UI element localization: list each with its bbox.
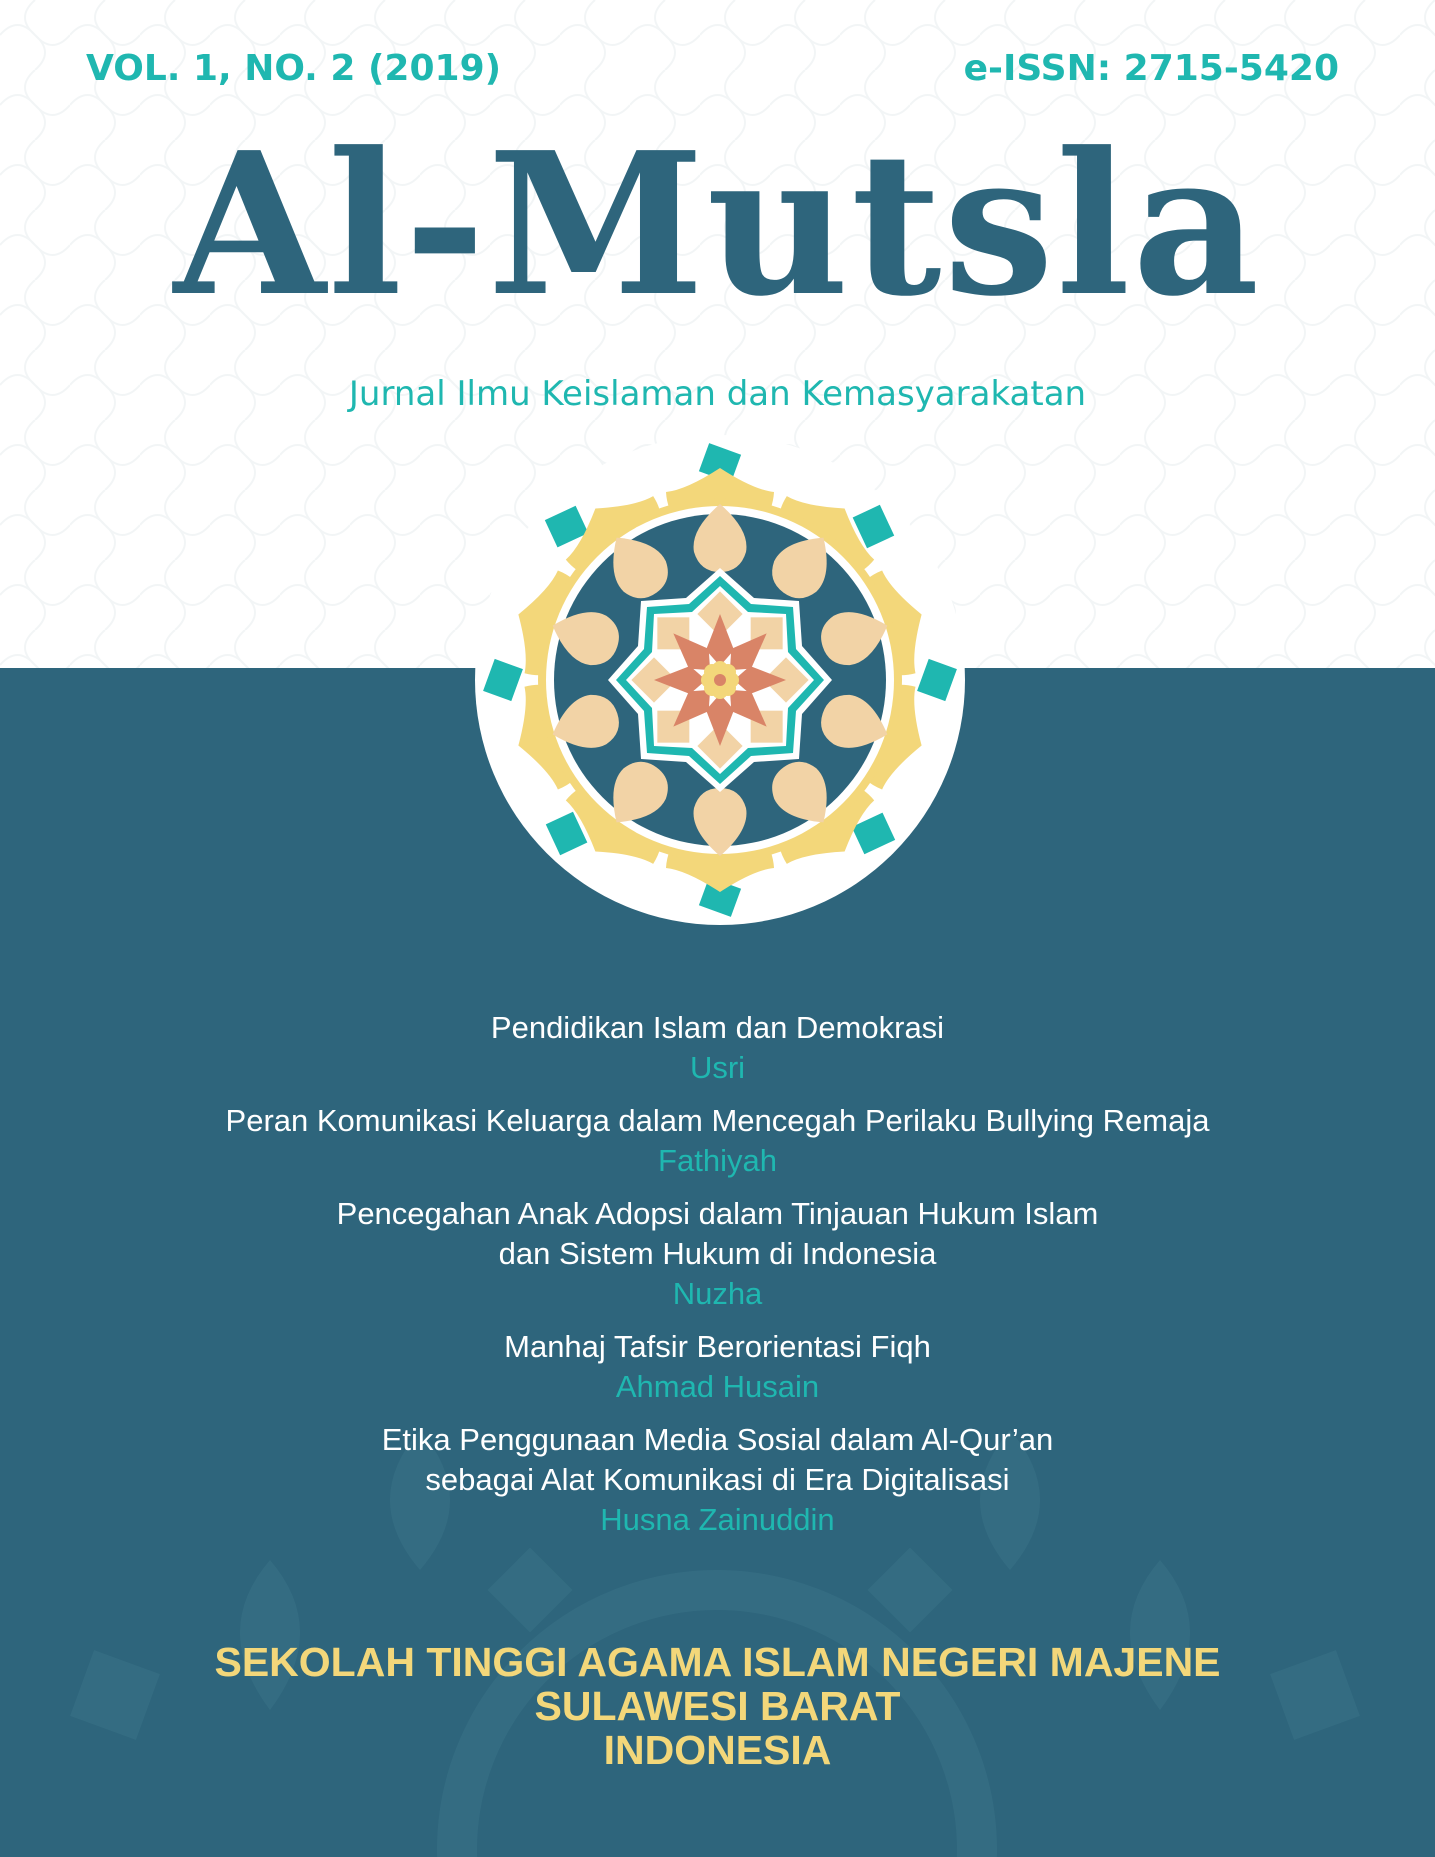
article-author: Ahmad Husain <box>615 1369 820 1404</box>
article-author: Husna Zainuddin <box>600 1502 835 1537</box>
islamic-geometric-mandala-icon <box>475 435 965 925</box>
table-of-contents <box>0 1008 1435 1553</box>
institution-country: INDONESIA <box>603 1727 832 1773</box>
article-title-continued: dan Sistem Hukum di Indonesia <box>498 1236 937 1271</box>
issn-label: e-ISSN: 2715-5420 <box>963 48 1339 89</box>
article-title: Etika Penggunaan Media Sosial dalam Al-Qur’an <box>381 1422 1054 1457</box>
article-entry <box>0 1008 1435 1088</box>
article-author: Usri <box>689 1050 746 1085</box>
article-title: Peran Komunikasi Keluarga dalam Mencegah Perilaku Bullying Remaja <box>225 1103 1210 1138</box>
article-title-continued: sebagai Alat Komunikasi di Era Digitalisasi <box>425 1462 1010 1497</box>
article-title: Manhaj Tafsir Berorientasi Fiqh <box>504 1329 931 1364</box>
article-author: Fathiyah <box>658 1143 777 1178</box>
article-title: Pencegahan Anak Adopsi dalam Tinjauan Hukum Islam <box>336 1196 1099 1231</box>
article-entry <box>0 1327 1435 1407</box>
article-author: Nuzha <box>672 1276 763 1311</box>
article-entry <box>0 1101 1435 1181</box>
journal-title: Al-Mutsla <box>173 110 1262 340</box>
article-entry <box>0 1194 1435 1314</box>
volume-issue-label: VOL. 1, NO. 2 (2019) <box>86 48 502 89</box>
article-title: Pendidikan Islam dan Demokrasi <box>490 1010 945 1045</box>
institution-province: SULAWESI BARAT <box>534 1683 901 1729</box>
publisher-institution <box>0 1640 1435 1772</box>
institution-name: SEKOLAH TINGGI AGAMA ISLAM NEGERI MAJENE <box>214 1639 1221 1685</box>
journal-subtitle: Jurnal Ilmu Keislaman dan Kemasyarakatan <box>348 374 1087 414</box>
article-entry <box>0 1420 1435 1540</box>
